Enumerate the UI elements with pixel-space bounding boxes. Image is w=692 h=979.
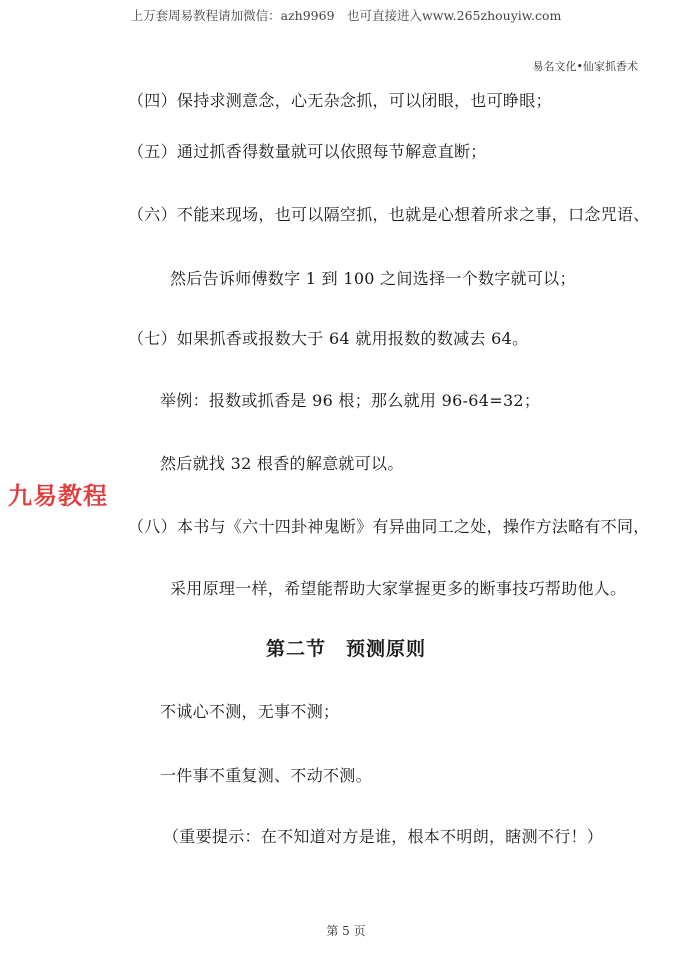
item-8-continued: 采用原理一样，希望能帮助大家掌握更多的断事技巧帮助他人。 bbox=[170, 579, 627, 598]
principle-2: 一件事不重复测、不动不测。 bbox=[160, 766, 372, 785]
page-number: 第 5 页 bbox=[326, 924, 366, 938]
important-note: （重要提示：在不知道对方是谁，根本不明朗，瞎测不行！） bbox=[163, 827, 604, 846]
item-7-example: 举例：报数或抓香是 96 根；那么就用 96-64=32； bbox=[160, 391, 541, 410]
top-banner: 上万套周易教程请加微信：azh9969 也可直接进入www.265zhouyiw.com bbox=[130, 8, 562, 23]
principle-1: 不诚心不测，无事不测； bbox=[160, 702, 340, 721]
watermark-logo: 九易教程 bbox=[8, 482, 108, 510]
item-7-followup: 然后就找 32 根香的解意就可以。 bbox=[160, 454, 404, 473]
item-6-continued: 然后告诉师傅数字 1 到 100 之间选择一个数字就可以； bbox=[170, 269, 576, 288]
item-6: （六）不能来现场，也可以隔空抓，也就是心想着所求之事，口念咒语、 bbox=[128, 205, 650, 224]
item-4: （四）保持求测意念，心无杂念抓，可以闭眼，也可睁眼； bbox=[128, 91, 552, 110]
item-8: （八）本书与《六十四卦神鬼断》有异曲同工之处，操作方法略有不同， bbox=[128, 517, 650, 536]
item-7: （七）如果抓香或报数大于 64 就用报数的数减去 64。 bbox=[128, 329, 529, 348]
item-5: （五）通过抓香得数量就可以依照每节解意直断； bbox=[128, 142, 487, 161]
running-header: 易名文化•仙家抓香术 bbox=[532, 60, 638, 73]
section-title: 第二节 预测原则 bbox=[265, 638, 426, 660]
